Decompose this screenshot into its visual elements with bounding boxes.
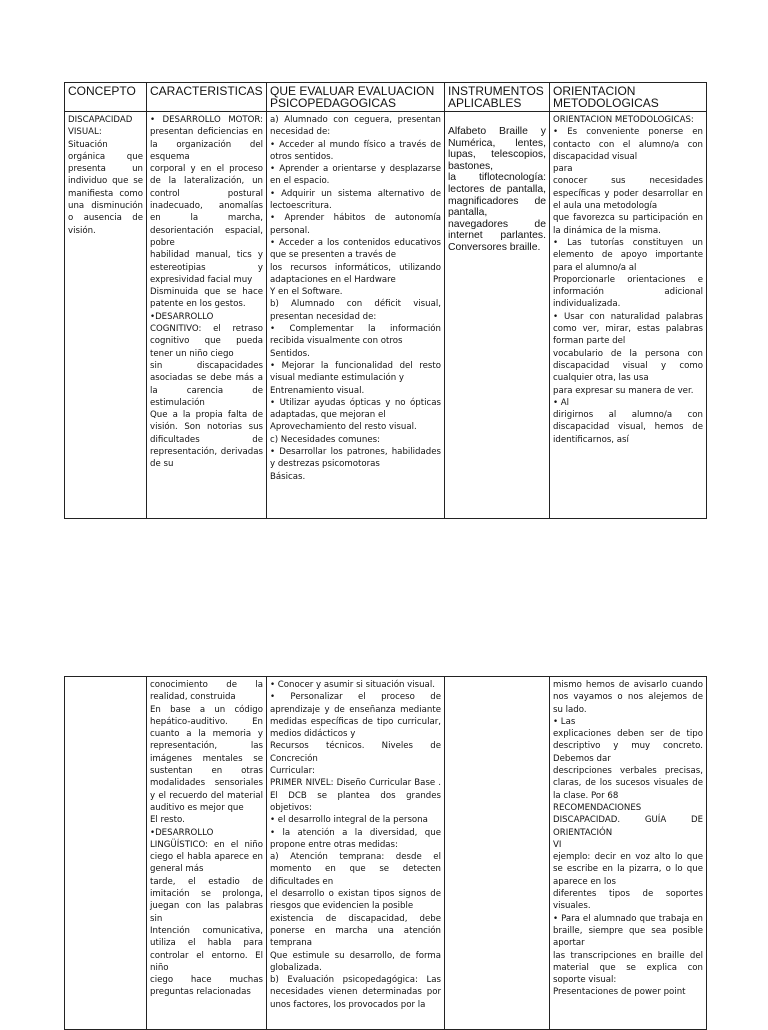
cell-paragraph: el desarrollo o existan tipos signos de riesgos que evidencien la posible (270, 889, 441, 912)
cell-paragraph: b) Alumnado con déficit visual, presentan necesidad de: (270, 299, 441, 322)
cell-paragraph: • Es conveniente ponerse en contacto con el alumno/a con discapacidad visual (553, 127, 703, 162)
cell-paragraph: para (553, 164, 573, 175)
table-row (65, 112, 707, 519)
cell-paragraph: corporal y en el proceso de la lateralización, un control postural inadecuado, anomalías en la marcha, desorientación espacial, pobre (150, 164, 263, 248)
header-que-evaluar: QUE EVALUAR EVALUACION PSICOPEDAGOGICAS (267, 83, 445, 112)
cell-paragraph: explicaciones deben ser de tipo descriptivo y muy concreto. Debemos dar (553, 729, 703, 764)
header-orientacion: ORIENTACION METODOLOGICAS (550, 83, 707, 112)
orientation-table-page-1 (64, 82, 707, 519)
que-evaluar-cell (267, 112, 445, 519)
cell-paragraph: existencia de discapacidad, debe ponerse en marcha una atención temprana (270, 913, 441, 949)
cell-paragraph: • Acceder al mundo físico a través de otros sentidos. (270, 139, 441, 162)
cell-paragraph: conocimiento de la realidad, construida (150, 680, 263, 703)
cell-paragraph: Disminuida que se hace patente en los gestos. (150, 287, 263, 310)
cell-paragraph: b) Evaluación psicopedagógica: Las necesidades vienen determinadas por unos factores, los provocados por la (270, 975, 441, 1010)
cell-paragraph: • Acceder a los contenidos educativos que se presenten a través de (270, 237, 441, 261)
cell-paragraph: • Usar con naturalidad palabras como ver, mirar, estas palabras forman parte del (553, 311, 703, 347)
cell-paragraph: ORIENTACION METODOLOGICAS: (553, 115, 694, 125)
caracteristicas-cell-continued (147, 677, 267, 1030)
cell-paragraph: • Las tutorías constituyen un elemento de apoyo importante para el alumno/a al (553, 237, 703, 273)
table-header-row (65, 83, 707, 112)
cell-paragraph: RECOMENDACIONES DISCAPACIDAD. GUÍA DE ORIENTACIÓN (553, 802, 703, 838)
concepto-cell (65, 112, 147, 519)
cell-paragraph: DISCAPACIDAD VISUAL: Situación orgánica que presenta un individuo que se manifiesta como una disminución o ausencia de visión. (68, 115, 143, 236)
header-caracteristicas: CARACTERISTICAS (147, 83, 267, 112)
cell-paragraph: Que a la propia falta de visión. Son notorias sus dificultades de representación, derivadas de su (150, 410, 263, 470)
cell-paragraph: • Complementar la información recibida visualmente con otros (270, 324, 441, 347)
caracteristicas-cell (147, 112, 267, 519)
concepto-cell-empty (65, 677, 147, 1030)
cell-paragraph: las transcripciones en braille del material que se explica con soporte visual: (553, 950, 703, 986)
cell-paragraph: vocabulario de la persona con discapacidad visual y como cualquier otra, las usa (553, 348, 703, 384)
cell-paragraph: • Las (553, 716, 576, 727)
cell-paragraph: • Aprender hábitos de autonomía personal. (270, 213, 441, 236)
cell-paragraph: a) Alumnado con ceguera, presentan necesidad de: (270, 115, 441, 138)
cell-paragraph: • DESARROLLO MOTOR: presentan deficiencias en la organización del esquema (150, 115, 263, 162)
cell-paragraph: c) Necesidades comunes: (270, 434, 380, 445)
cell-paragraph: Que estimule su desarrollo, de forma globalizada. (270, 950, 441, 973)
cell-paragraph: • Para el alumnado que trabaja en braille, siempre que sea posible aportar (553, 913, 703, 949)
header-concepto: CONCEPTO (65, 83, 147, 112)
cell-paragraph: a) Atención temprana: desde el momento en que se detecten dificultades en (270, 852, 441, 887)
orientacion-cell-continued (550, 677, 707, 1030)
cell-paragraph: En base a un código hepático-auditivo. En cuanto a la memoria y representación, las imágenes mentales se sustentan en otras modalidades sensoriales y el recuerdo del material auditivo es mejor que (150, 704, 263, 813)
table-row (65, 677, 707, 1030)
cell-paragraph: El resto. (150, 815, 185, 826)
cell-paragraph: •DESARROLLO LINGÜÍSTICO: en el niño ciego el habla aparece en general más (150, 827, 263, 875)
orientation-table-page-2 (64, 676, 707, 1030)
cell-paragraph: Presentaciones de power point (553, 987, 686, 998)
cell-paragraph: Sentidos. (270, 348, 310, 359)
header-instrumentos: INSTRUMENTOS APLICABLES (445, 83, 550, 112)
orientacion-cell (550, 112, 707, 519)
cell-paragraph: Curricular: (270, 766, 315, 777)
cell-paragraph: la tiflotecnología: lectores de pantalla, magnificadores de pantalla, navegadores de internet parlantes. Conversores braille. (448, 172, 546, 253)
cell-paragraph: Intención comunicativa, utiliza el habla para controlar el entorno. El niño (150, 925, 263, 973)
cell-paragraph: PRIMER NIVEL: Diseño Curricular Base . El DCB se plantea dos grandes objetivos: (270, 778, 441, 813)
cell-paragraph: • Utilizar ayudas ópticas y no ópticas adaptadas, que mejoran el (270, 397, 441, 421)
cell-paragraph: VI (553, 839, 562, 850)
cell-paragraph: mismo hemos de avisarlo cuando nos vayamos o nos alejemos de su lado. (553, 680, 703, 715)
cell-paragraph: que favorezca su participación en la dinámica de la misma. (553, 213, 703, 236)
cell-paragraph: conocer sus necesidades específicas y poder desarrollar en el aula una metodología (553, 176, 703, 212)
cell-paragraph: •DESARROLLO COGNITIVO: el retraso cognitivo que pueda tener un niño ciego (150, 311, 263, 359)
cell-paragraph: sin discapacidades asociadas se debe más a la carencia de estimulación (150, 360, 263, 408)
cell-paragraph: habilidad manual, tics y estereotipias y expresividad facial muy (150, 250, 263, 285)
cell-paragraph: • la atención a la diversidad, que propone entre otras medidas: (270, 827, 441, 850)
que-evaluar-cell-continued (267, 677, 445, 1030)
cell-paragraph: Básicas. (270, 471, 306, 482)
cell-paragraph: Alfabeto Braille y Numérica, lentes, lupas, telescopios, bastones, (448, 126, 546, 172)
cell-paragraph: • Aprender a orientarse y desplazarse en el espacio. (270, 164, 441, 187)
cell-paragraph: ejemplo: decir en voz alto lo que se escribe en la pizarra, o lo que aparece en los (553, 852, 703, 887)
cell-paragraph: tarde, el estadio de imitación se prolonga, juegan con las palabras sin (150, 876, 263, 924)
cell-paragraph: Proporcionarle orientaciones e información adicional individualizada. (553, 274, 703, 310)
cell-paragraph: diferentes tipos de soportes visuales. (553, 889, 703, 912)
instrumentos-cell (445, 112, 550, 519)
instrumentos-cell-empty (445, 677, 550, 1030)
cell-paragraph: descripciones verbales precisas, claras, de los sucesos visuales de la clase. Por 68 (553, 766, 703, 801)
cell-paragraph: Aprovechamiento del resto visual. (270, 422, 417, 433)
cell-paragraph: para expresar su manera de ver. (553, 385, 694, 396)
cell-paragraph: dirigirnos al alumno/a con discapacidad visual, hemos de identificarnos, así (553, 410, 703, 445)
cell-paragraph: Y en el Software. (270, 287, 343, 298)
cell-paragraph: • el desarrollo integral de la persona (270, 815, 428, 826)
cell-paragraph: los recursos informáticos, utilizando adaptaciones en el Hardware (270, 262, 441, 285)
cell-paragraph: ciego hace muchas preguntas relacionadas (150, 975, 263, 998)
cell-paragraph: • Personalizar el proceso de aprendizaje y de enseñanza mediante medidas específicas de tipo curricular, medios didácticos y (270, 692, 441, 740)
cell-paragraph: • Mejorar la funcionalidad del resto visual mediante estimulación y (270, 360, 441, 384)
cell-paragraph: • Adquirir un sistema alternativo de lectoescritura. (270, 188, 441, 212)
cell-paragraph: Recursos técnicos. Niveles de Concreción (270, 741, 441, 764)
cell-paragraph: Entrenamiento visual. (270, 385, 365, 396)
cell-paragraph: • Desarrollar los patrones, habilidades y destrezas psicomotoras (270, 447, 441, 470)
cell-paragraph: • Al (553, 397, 570, 408)
cell-paragraph: • Conocer y asumir si situación visual. (270, 680, 435, 690)
